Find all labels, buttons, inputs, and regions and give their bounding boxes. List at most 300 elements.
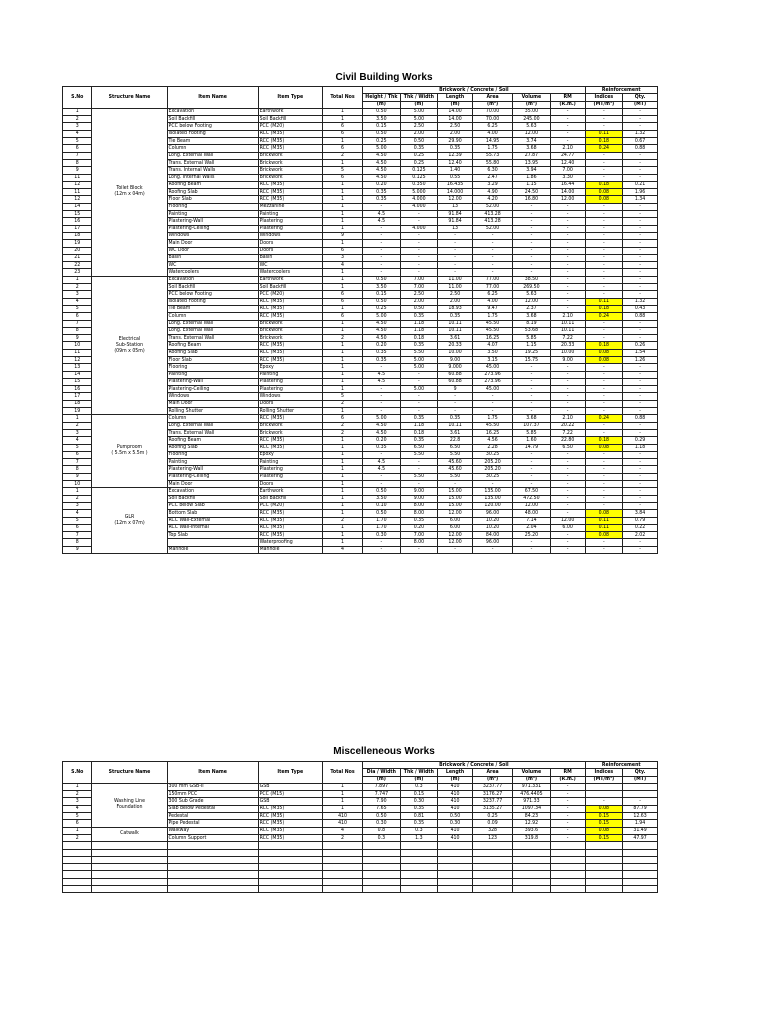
- empty-cell: [472, 842, 512, 849]
- cell-volume: -: [513, 225, 551, 232]
- header-height: Dia / Width: [363, 769, 401, 776]
- cell-length: -: [438, 481, 473, 488]
- structure-name: GLR (12m x 07m): [92, 488, 167, 554]
- blank-row: [63, 849, 658, 856]
- cell-area: -: [472, 393, 512, 400]
- cell-rm: -: [550, 284, 585, 291]
- cell-thk: 8.00: [400, 539, 438, 546]
- cell-sno: 2: [63, 422, 92, 429]
- cell-total: 1: [322, 532, 362, 539]
- cell-type: RCC (M35): [258, 356, 322, 363]
- cell-qty: -: [623, 232, 658, 239]
- cell-rm: -: [550, 211, 585, 218]
- table-row: [63, 415, 658, 422]
- cell-thk: 0.35: [400, 820, 438, 827]
- cell-qty: -: [623, 276, 658, 283]
- cell-area: 96.00: [472, 510, 512, 517]
- cell-area: 3237.77: [472, 783, 512, 790]
- cell-rm: 16.44: [550, 181, 585, 188]
- cell-type: RCC (M35): [258, 510, 322, 517]
- cell-height: -: [363, 364, 401, 371]
- cell-area: 4.07: [472, 342, 512, 349]
- cell-sno: 2: [63, 834, 92, 841]
- empty-cell: [167, 856, 258, 863]
- cell-qty: 87.79: [623, 805, 658, 812]
- cell-qty: -: [623, 378, 658, 385]
- empty-cell: [258, 871, 322, 878]
- cell-sno: 9: [63, 473, 92, 480]
- cell-height: -: [363, 269, 401, 276]
- header-sno: S.No: [63, 87, 92, 109]
- header-u_rm: (R.m.): [550, 776, 585, 783]
- header-u_volume: (m³): [513, 776, 551, 783]
- cell-area: -: [472, 546, 512, 553]
- cell-length: 91.84: [438, 211, 473, 218]
- cell-thk: -: [400, 481, 438, 488]
- cell-sno: 1: [63, 827, 92, 834]
- cell-qty: 1.26: [623, 356, 658, 363]
- cell-qty: -: [623, 211, 658, 218]
- cell-total: 4: [322, 262, 362, 269]
- empty-cell: [585, 864, 623, 871]
- cell-sno: 16: [63, 218, 92, 225]
- cell-rm: 2.10: [550, 145, 585, 152]
- empty-cell: [92, 849, 167, 856]
- cell-item: Column Support: [167, 834, 258, 841]
- blank-row: [63, 864, 658, 871]
- cell-length: 15.00: [438, 502, 473, 509]
- header-volume: Volume: [513, 769, 551, 776]
- cell-sno: 6: [63, 313, 92, 320]
- cell-type: Mezzanine: [258, 203, 322, 210]
- empty-cell: [167, 886, 258, 893]
- cell-qty: -: [623, 429, 658, 436]
- cell-volume: 5.63: [513, 123, 551, 130]
- cell-type: WC: [258, 262, 322, 269]
- cell-rm: -: [550, 510, 585, 517]
- cell-qty: -: [623, 174, 658, 181]
- cell-sno: 17: [63, 225, 92, 232]
- cell-item: Plastering-Wall: [167, 218, 258, 225]
- cell-indices: 0.08: [585, 827, 623, 834]
- cell-indices: 0.24: [585, 313, 623, 320]
- cell-length: -: [438, 400, 473, 407]
- cell-volume: 3.68: [513, 145, 551, 152]
- cell-item: Roofing Beam: [167, 437, 258, 444]
- cell-volume: 2.37: [513, 305, 551, 312]
- cell-sno: 20: [63, 247, 92, 254]
- civil-works-title: Civil Building Works: [335, 72, 433, 83]
- header-group: Brickwork / Concrete / Soil: [363, 87, 585, 94]
- cell-item: Top Slab: [167, 532, 258, 539]
- cell-volume: 53.68: [513, 327, 551, 334]
- cell-thk: 9.00: [400, 495, 438, 502]
- cell-type: GSB: [258, 783, 322, 790]
- cell-volume: 1097.34: [513, 805, 551, 812]
- cell-rm: -: [550, 305, 585, 312]
- cell-length: -: [438, 269, 473, 276]
- cell-thk: 2.00: [400, 130, 438, 137]
- cell-qty: 0.21: [623, 181, 658, 188]
- cell-indices: -: [585, 116, 623, 123]
- cell-area: 1.75: [472, 415, 512, 422]
- cell-total: 1: [322, 481, 362, 488]
- cell-sno: 5: [63, 305, 92, 312]
- header-total: Total Nos: [322, 762, 362, 784]
- cell-item: Roofing Beam: [167, 342, 258, 349]
- cell-thk: 0.35: [400, 517, 438, 524]
- cell-volume: 38.50: [513, 276, 551, 283]
- cell-height: -: [363, 546, 401, 553]
- cell-total: 1: [322, 444, 362, 451]
- cell-height: 4.50: [363, 335, 401, 342]
- cell-total: 1: [322, 805, 362, 812]
- cell-type: PCC (M15): [258, 791, 322, 798]
- cell-area: 205.20: [472, 459, 512, 466]
- cell-thk: 2.50: [400, 123, 438, 130]
- cell-length: -: [438, 393, 473, 400]
- header-u_thk: (m): [400, 776, 438, 783]
- cell-indices: 0.08: [585, 444, 623, 451]
- cell-type: Doors: [258, 247, 322, 254]
- cell-indices: -: [585, 400, 623, 407]
- header-indices: Indices: [585, 94, 623, 101]
- cell-height: -: [363, 408, 401, 415]
- cell-type: Soil Backfill: [258, 495, 322, 502]
- cell-thk: 4.000: [400, 225, 438, 232]
- cell-qty: 1.32: [623, 298, 658, 305]
- cell-qty: 0.22: [623, 524, 658, 531]
- cell-item: Column: [167, 313, 258, 320]
- header-u_qty: (MT): [623, 101, 658, 108]
- cell-type: RCC (M35): [258, 138, 322, 145]
- empty-cell: [63, 849, 92, 856]
- cell-thk: 1.18: [400, 327, 438, 334]
- cell-thk: 7.00: [400, 284, 438, 291]
- cell-length: 1.40: [438, 167, 473, 174]
- cell-type: Plastering: [258, 386, 322, 393]
- cell-total: 1: [322, 276, 362, 283]
- cell-thk: 0.35: [400, 415, 438, 422]
- header-type: Item Type: [258, 87, 322, 109]
- cell-volume: -: [513, 408, 551, 415]
- cell-height: 0.25: [363, 305, 401, 312]
- cell-sno: 3: [63, 798, 92, 805]
- cell-volume: -: [513, 386, 551, 393]
- cell-area: 3.15: [472, 356, 512, 363]
- cell-volume: 25.20: [513, 532, 551, 539]
- cell-rm: -: [550, 791, 585, 798]
- cell-item: Basin: [167, 254, 258, 261]
- cell-sno: 16: [63, 386, 92, 393]
- cell-total: 1: [322, 488, 362, 495]
- cell-type: RCC (M35): [258, 827, 322, 834]
- cell-area: 4.00: [472, 298, 512, 305]
- cell-height: 0.50: [363, 130, 401, 137]
- cell-qty: -: [623, 371, 658, 378]
- header-structure: Structure Name: [92, 87, 167, 109]
- cell-sno: 1: [63, 108, 92, 115]
- cell-area: 1.75: [472, 313, 512, 320]
- cell-type: Windows: [258, 393, 322, 400]
- cell-height: -: [363, 473, 401, 480]
- cell-item: Walkway: [167, 827, 258, 834]
- cell-qty: -: [623, 393, 658, 400]
- cell-rm: -: [550, 254, 585, 261]
- cell-volume: -: [513, 473, 551, 480]
- cell-indices: -: [585, 335, 623, 342]
- cell-type: Soil Backfill: [258, 116, 322, 123]
- cell-indices: -: [585, 451, 623, 458]
- cell-qty: -: [623, 291, 658, 298]
- cell-height: 0.50: [363, 510, 401, 517]
- cell-sno: 3: [63, 429, 92, 436]
- cell-rm: -: [550, 378, 585, 385]
- cell-volume: 15.75: [513, 356, 551, 363]
- cell-sno: 4: [63, 298, 92, 305]
- cell-height: 0.50: [363, 108, 401, 115]
- cell-qty: -: [623, 247, 658, 254]
- header-area: Area: [472, 769, 512, 776]
- cell-area: 45.00: [472, 364, 512, 371]
- cell-area: -: [472, 408, 512, 415]
- empty-cell: [167, 842, 258, 849]
- cell-item: Plastering-Ceiling: [167, 386, 258, 393]
- cell-height: 4.5: [363, 378, 401, 385]
- cell-area: 14.95: [472, 138, 512, 145]
- cell-item: Long. External Wall: [167, 422, 258, 429]
- cell-sno: 6: [63, 451, 92, 458]
- empty-cell: [400, 842, 438, 849]
- empty-cell: [363, 886, 401, 893]
- cell-sno: 19: [63, 240, 92, 247]
- cell-volume: 319.8: [513, 834, 551, 841]
- cell-area: 3135.27: [472, 805, 512, 812]
- cell-indices: -: [585, 364, 623, 371]
- header-area: Area: [472, 94, 512, 101]
- cell-type: RCC (M35): [258, 145, 322, 152]
- cell-length: 2.50: [438, 291, 473, 298]
- cell-total: 1: [322, 211, 362, 218]
- cell-type: Brickwork: [258, 152, 322, 159]
- cell-area: -: [472, 481, 512, 488]
- cell-indices: -: [585, 284, 623, 291]
- cell-qty: 0.67: [623, 138, 658, 145]
- cell-length: 29.90: [438, 138, 473, 145]
- cell-volume: -: [513, 459, 551, 466]
- cell-type: Brickwork: [258, 174, 322, 181]
- cell-item: Flooring: [167, 364, 258, 371]
- cell-indices: 0.18: [585, 305, 623, 312]
- header-u_volume: (m³): [513, 101, 551, 108]
- header-u_thk: (m): [400, 101, 438, 108]
- cell-thk: 8.00: [400, 510, 438, 517]
- cell-thk: -: [400, 378, 438, 385]
- cell-item: Trans. External Wall: [167, 335, 258, 342]
- cell-length: 2.50: [438, 123, 473, 130]
- cell-type: RCC (M35): [258, 313, 322, 320]
- cell-indices: -: [585, 495, 623, 502]
- cell-rm: -: [550, 371, 585, 378]
- cell-type: Plastering: [258, 466, 322, 473]
- cell-qty: 0.29: [623, 437, 658, 444]
- cell-sno: 12: [63, 181, 92, 188]
- civil-works-table: [62, 86, 658, 554]
- cell-sno: 5: [63, 813, 92, 820]
- cell-item: Plastering-Wall: [167, 378, 258, 385]
- cell-area: -: [472, 240, 512, 247]
- cell-sno: 1: [63, 783, 92, 790]
- cell-indices: 0.08: [585, 196, 623, 203]
- cell-total: 1: [322, 510, 362, 517]
- cell-sno: 2: [63, 495, 92, 502]
- cell-item: RCC Wall-External: [167, 517, 258, 524]
- cell-qty: 0.26: [623, 342, 658, 349]
- empty-cell: [623, 864, 658, 871]
- cell-length: 16.435: [438, 181, 473, 188]
- cell-height: 0.35: [363, 356, 401, 363]
- cell-sno: 14: [63, 371, 92, 378]
- cell-rm: 20.33: [550, 342, 585, 349]
- cell-indices: -: [585, 393, 623, 400]
- cell-item: Pedestal: [167, 813, 258, 820]
- cell-thk: -: [400, 546, 438, 553]
- cell-type: Plastering: [258, 378, 322, 385]
- cell-item: Long. External Wall: [167, 152, 258, 159]
- cell-qty: 3.84: [623, 510, 658, 517]
- empty-cell: [400, 849, 438, 856]
- cell-indices: -: [585, 320, 623, 327]
- cell-height: 4.50: [363, 174, 401, 181]
- cell-item: WC Door: [167, 247, 258, 254]
- empty-cell: [92, 864, 167, 871]
- cell-qty: 1.18: [623, 444, 658, 451]
- cell-qty: -: [623, 167, 658, 174]
- cell-length: 12.40: [438, 159, 473, 166]
- empty-cell: [623, 871, 658, 878]
- cell-length: 60.88: [438, 371, 473, 378]
- cell-sno: 4: [63, 130, 92, 137]
- cell-rm: -: [550, 502, 585, 509]
- cell-total: 6: [322, 145, 362, 152]
- cell-item: Windows: [167, 393, 258, 400]
- cell-volume: 13.95: [513, 159, 551, 166]
- cell-volume: 1.15: [513, 181, 551, 188]
- cell-indices: 0.18: [585, 437, 623, 444]
- cell-qty: -: [623, 327, 658, 334]
- cell-length: 9: [438, 386, 473, 393]
- cell-height: 5.00: [363, 145, 401, 152]
- cell-qty: -: [623, 269, 658, 276]
- cell-type: RCC (M35): [258, 415, 322, 422]
- empty-cell: [585, 886, 623, 893]
- empty-cell: [258, 842, 322, 849]
- cell-sno: 13: [63, 364, 92, 371]
- empty-cell: [363, 871, 401, 878]
- cell-indices: -: [585, 371, 623, 378]
- structure-name: Pumproom ( 5.5m x 5.5m ): [92, 415, 167, 488]
- cell-rm: 10.11: [550, 327, 585, 334]
- cell-type: Epoxy: [258, 451, 322, 458]
- cell-height: 3.50: [363, 116, 401, 123]
- cell-item: Floor Slab: [167, 356, 258, 363]
- cell-type: Doors: [258, 400, 322, 407]
- cell-length: 15.00: [438, 495, 473, 502]
- cell-type: Brickwork: [258, 429, 322, 436]
- cell-item: Soil Backfill: [167, 284, 258, 291]
- cell-length: 12.00: [438, 510, 473, 517]
- cell-sno: 12: [63, 356, 92, 363]
- cell-rm: 2.10: [550, 415, 585, 422]
- cell-thk: 0.125: [400, 167, 438, 174]
- header-u_indices: (MT/m³): [585, 776, 623, 783]
- header-group: Brickwork / Concrete / Soil: [363, 762, 585, 769]
- cell-thk: 5.00: [400, 364, 438, 371]
- empty-cell: [363, 842, 401, 849]
- cell-area: 30.25: [472, 473, 512, 480]
- cell-area: 45.50: [472, 327, 512, 334]
- structure-name: Electrical Sub-Station (09m x 05m): [92, 276, 167, 415]
- empty-cell: [438, 856, 473, 863]
- empty-cell: [438, 886, 473, 893]
- cell-volume: -: [513, 232, 551, 239]
- cell-area: 4.00: [472, 130, 512, 137]
- empty-cell: [550, 886, 585, 893]
- cell-height: 0.50: [363, 298, 401, 305]
- cell-qty: -: [623, 422, 658, 429]
- cell-total: 1: [322, 437, 362, 444]
- empty-cell: [513, 856, 551, 863]
- cell-total: 2: [322, 335, 362, 342]
- cell-thk: 5.00: [400, 386, 438, 393]
- cell-length: 12.00: [438, 539, 473, 546]
- cell-rm: -: [550, 130, 585, 137]
- cell-indices: -: [585, 159, 623, 166]
- cell-indices: 0.08: [585, 349, 623, 356]
- cell-rm: -: [550, 408, 585, 415]
- cell-volume: 48.00: [513, 510, 551, 517]
- cell-item: Main Door: [167, 481, 258, 488]
- cell-indices: -: [585, 262, 623, 269]
- cell-indices: -: [585, 481, 623, 488]
- cell-length: -: [438, 546, 473, 553]
- cell-rm: -: [550, 495, 585, 502]
- cell-thk: 5.50: [400, 451, 438, 458]
- cell-qty: -: [623, 546, 658, 553]
- cell-rm: -: [550, 820, 585, 827]
- cell-total: 1: [322, 225, 362, 232]
- cell-type: RCC (M35): [258, 437, 322, 444]
- cell-indices: 0.11: [585, 517, 623, 524]
- cell-qty: -: [623, 320, 658, 327]
- cell-indices: -: [585, 488, 623, 495]
- cell-item: RCC Wall-Internal: [167, 524, 258, 531]
- cell-item: Watercoolers: [167, 269, 258, 276]
- cell-rm: -: [550, 783, 585, 790]
- cell-thk: 7.00: [400, 532, 438, 539]
- cell-type: RCC (M35): [258, 532, 322, 539]
- cell-height: 1.70: [363, 517, 401, 524]
- cell-indices: -: [585, 546, 623, 553]
- cell-rm: 12.00: [550, 196, 585, 203]
- cell-length: 45.60: [438, 466, 473, 473]
- cell-length: 0.35: [438, 145, 473, 152]
- cell-volume: 3.74: [513, 138, 551, 145]
- cell-volume: 269.50: [513, 284, 551, 291]
- cell-sno: 8: [63, 159, 92, 166]
- cell-total: 1: [322, 451, 362, 458]
- cell-thk: -: [400, 247, 438, 254]
